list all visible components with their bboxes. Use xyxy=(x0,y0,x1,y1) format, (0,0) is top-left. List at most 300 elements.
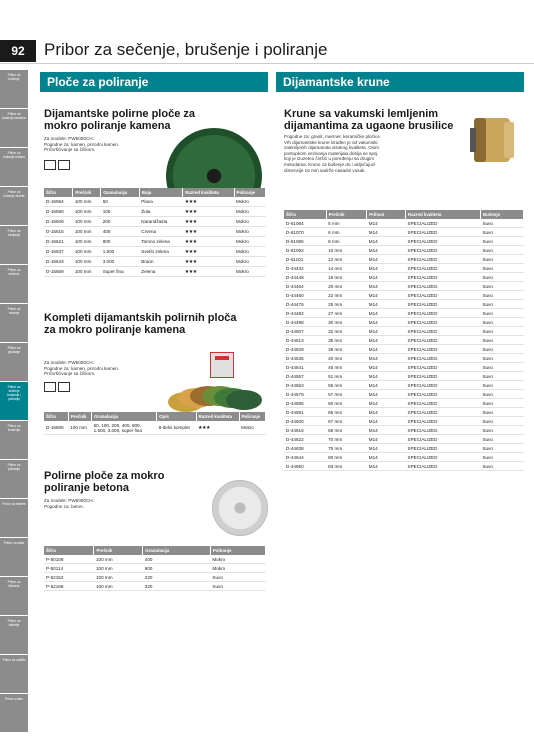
table-cell: 25 mm xyxy=(326,300,367,309)
table-cell: D-61092 xyxy=(284,246,326,255)
sidebar-tab[interactable]: Pribor za čišćenje xyxy=(0,577,28,615)
table-cell: SPECIALIZED xyxy=(406,462,481,471)
table-cell: SPECIALIZED xyxy=(406,255,481,264)
table-cell: P-50114 xyxy=(44,564,94,573)
table-cell: Mokro xyxy=(234,207,265,217)
table-cell: SPECIALIZED xyxy=(406,408,481,417)
section-title-polishing-pads: Ploče za poliranje xyxy=(40,72,268,92)
table-cell: D-44557 xyxy=(284,372,326,381)
table-cell: Suvo xyxy=(480,426,523,435)
table-row xyxy=(284,327,524,336)
table-row xyxy=(284,435,524,444)
table-cell: SPECIALIZED xyxy=(406,300,481,309)
table-cell: 20 mm xyxy=(326,282,367,291)
table-cell: M14 xyxy=(367,372,406,381)
table-cell: SPECIALIZED xyxy=(406,354,481,363)
table-cell: D-44498 xyxy=(284,318,326,327)
product-title-line: Kompleti dijamantskih polirnih ploča xyxy=(44,312,237,324)
pad-set-image xyxy=(168,370,268,416)
table-cell: D-61086 xyxy=(284,237,326,246)
table-cell: SPECIALIZED xyxy=(406,417,481,426)
column-header: Šifra xyxy=(44,412,68,421)
table-cell: D-15643 xyxy=(44,257,73,267)
table-cell: D-44448 xyxy=(284,273,326,282)
table-cell: D-15584 xyxy=(44,197,73,207)
table-cell: Super fina xyxy=(101,267,140,277)
table-cell: D-44454 xyxy=(284,282,326,291)
table-cell: Mokro xyxy=(234,217,265,227)
table-cell: SPECIALIZED xyxy=(406,246,481,255)
description-line: Pričvršćivanje sa čičkom. xyxy=(44,147,96,153)
table-cell: SPECIALIZED xyxy=(406,264,481,273)
column-header: Prečnik xyxy=(326,210,367,219)
table-cell: D-61064 xyxy=(284,219,326,228)
table-row xyxy=(284,255,524,264)
product-title-line: za mokro poliranje kamena xyxy=(44,324,186,336)
column-header: Prečnik xyxy=(68,412,91,421)
table-cell: SPECIALIZED xyxy=(406,318,481,327)
table-cell: 100 mm xyxy=(73,257,101,267)
column-header: Šifra xyxy=(44,546,94,555)
table-cell: D-44563 xyxy=(284,381,326,390)
table-cell: Suvo xyxy=(480,345,523,354)
column-header: Prihvat xyxy=(367,210,406,219)
table-cell: M14 xyxy=(367,273,406,282)
spec-table-stone-pads xyxy=(44,188,266,277)
column-header: Poliranje xyxy=(234,188,265,197)
table-row xyxy=(284,453,524,462)
table-cell: Suvo xyxy=(480,399,523,408)
table-cell: Suvo xyxy=(210,582,265,591)
product-description xyxy=(44,136,119,153)
quality-stars: ★★★ xyxy=(183,227,234,237)
table-cell: 100 mm xyxy=(73,207,101,217)
table-cell: D-44650 xyxy=(284,462,326,471)
table-cell: M14 xyxy=(367,462,406,471)
table-cell: SPECIALIZED xyxy=(406,444,481,453)
table-cell: 10 mm xyxy=(326,246,367,255)
wet-use-icon xyxy=(44,160,56,170)
table-cell: 100 mm xyxy=(73,197,101,207)
table-cell: M14 xyxy=(367,345,406,354)
table-row xyxy=(44,207,266,217)
table-cell: Suvo xyxy=(480,237,523,246)
table-cell: 100 mm xyxy=(73,247,101,257)
table-cell: Mokro xyxy=(210,555,265,564)
table-row xyxy=(284,390,524,399)
product-description xyxy=(44,498,94,509)
description-line: Za modele: PW5000CH. xyxy=(44,360,94,365)
sidebar-tab[interactable]: Pribor za sečenje xyxy=(0,265,28,303)
quality-stars: ★★★ xyxy=(183,197,234,207)
table-cell: M14 xyxy=(367,237,406,246)
table-cell: 80 mm xyxy=(326,453,367,462)
spec-table-diamond-crowns xyxy=(284,210,524,471)
table-cell: Plava xyxy=(139,197,183,207)
table-row xyxy=(44,564,266,573)
table-cell: M14 xyxy=(367,309,406,318)
column-header: Opis xyxy=(157,412,196,421)
table-cell: 12 mm xyxy=(326,255,367,264)
table-cell: SPECIALIZED xyxy=(406,381,481,390)
table-cell: Tamno zelena xyxy=(139,237,183,247)
sidebar-tab[interactable]: Pribor za poliranje xyxy=(0,460,28,498)
table-cell: 70 mm xyxy=(326,435,367,444)
column-header: Poliranje xyxy=(210,546,265,555)
table-cell: SPECIALIZED xyxy=(406,228,481,237)
table-cell: M14 xyxy=(367,390,406,399)
description-line: koji je izuzetno čvršći u poređenju sa drugim xyxy=(284,156,375,162)
table-cell: M14 xyxy=(367,444,406,453)
sidebar-tab[interactable]: Pribor za testere xyxy=(0,499,28,537)
table-cell: 3.000 xyxy=(101,257,140,267)
description-line: Za modele: PW5000CH. xyxy=(44,136,94,141)
table-cell: SPECIALIZED xyxy=(406,327,481,336)
product-title-diamond-crowns xyxy=(284,108,453,132)
table-cell: 5 mm xyxy=(326,219,367,228)
table-cell: SPECIALIZED xyxy=(406,453,481,462)
table-cell: Crvena xyxy=(139,227,183,237)
section-title-diamond-crowns: Dijamantske krune xyxy=(276,72,524,92)
sidebar-tab[interactable]: Pribor za rezanje xyxy=(0,304,28,342)
table-cell: 100 mm xyxy=(94,564,143,573)
table-cell: D-15659 xyxy=(44,267,73,277)
table-cell: SPECIALIZED xyxy=(406,282,481,291)
table-cell: SPECIALIZED xyxy=(406,399,481,408)
table-cell: D-44460 xyxy=(284,291,326,300)
table-cell: 100 mm xyxy=(94,555,143,564)
description-line: Pogodne za: granit, mermer, keramičke pločice. xyxy=(284,134,382,139)
table-cell: 51 mm xyxy=(326,372,367,381)
table-cell: D-44644 xyxy=(284,453,326,462)
table-cell: Mokro xyxy=(234,237,265,247)
table-cell: D-15637 xyxy=(44,247,73,257)
table-row xyxy=(284,246,524,255)
description-line: Za modele: PW5000CH. xyxy=(44,498,94,503)
table-cell: 38 mm xyxy=(326,345,367,354)
sidebar-tab[interactable]: Pribor za sečenje brušenje i poliranje xyxy=(0,382,28,420)
product-title-stone-pads xyxy=(44,108,195,132)
sidebar-tab[interactable]: Pribor za bušenje xyxy=(0,70,28,108)
column-header: Šifra xyxy=(44,188,73,197)
product-description xyxy=(44,360,119,377)
table-cell: 100 mm xyxy=(73,237,101,247)
sidebar-tab[interactable]: Pribor za zaštitu xyxy=(0,655,28,693)
table-cell: SPECIALIZED xyxy=(406,345,481,354)
column-header: Granulacija xyxy=(143,546,211,555)
table-cell: D-15805 xyxy=(44,421,68,435)
table-row xyxy=(44,227,266,237)
table-cell: D-44529 xyxy=(284,345,326,354)
table-cell: 400 xyxy=(101,227,140,237)
sidebar-tab[interactable]: Pribor ostalo xyxy=(0,694,28,732)
table-cell: 35 mm xyxy=(326,336,367,345)
table-cell: Žuta xyxy=(139,207,183,217)
table-row xyxy=(284,462,524,471)
table-cell: Mokro xyxy=(234,257,265,267)
quality-stars: ★★★ xyxy=(183,257,234,267)
quality-stars: ★★★ xyxy=(183,237,234,247)
table-cell: Suvo xyxy=(480,363,523,372)
table-cell: 32 mm xyxy=(326,327,367,336)
table-row xyxy=(284,444,524,453)
product-title-pad-sets xyxy=(44,312,237,336)
pad-disc xyxy=(226,390,262,410)
table-cell: D-44482 xyxy=(284,309,326,318)
category-sidebar xyxy=(0,70,28,730)
description-line: Pogodne za: beton. xyxy=(44,503,84,509)
table-cell: D-44507 xyxy=(284,327,326,336)
table-cell: 100 mm xyxy=(94,573,143,582)
table-cell: Suvo xyxy=(480,282,523,291)
table-row xyxy=(284,363,524,372)
table-cell: D-44638 xyxy=(284,444,326,453)
table-cell: SPECIALIZED xyxy=(406,390,481,399)
table-cell: Suvo xyxy=(480,444,523,453)
table-cell: Suvo xyxy=(480,309,523,318)
table-cell: M14 xyxy=(367,318,406,327)
table-cell: 220 xyxy=(143,573,211,582)
table-cell: D-15621 xyxy=(44,237,73,247)
table-cell: 30 mm xyxy=(326,318,367,327)
table-cell: 8 mm xyxy=(326,237,367,246)
table-header-row xyxy=(284,210,524,219)
table-cell: Suvo xyxy=(480,372,523,381)
table-cell: 100 xyxy=(101,207,140,217)
table-cell: Braon xyxy=(139,257,183,267)
table-cell: D-44622 xyxy=(284,435,326,444)
table-cell: Suvo xyxy=(480,327,523,336)
table-cell: D-61101 xyxy=(284,255,326,264)
table-cell: D-44579 xyxy=(284,390,326,399)
column-header: Prečnik xyxy=(94,546,143,555)
table-row xyxy=(44,582,266,591)
table-cell: D-44535 xyxy=(284,354,326,363)
table-header-row xyxy=(44,546,266,555)
table-cell: Suvo xyxy=(480,300,523,309)
table-row xyxy=(284,309,524,318)
page-number: 92 xyxy=(0,40,36,62)
sidebar-tab[interactable]: Pribor za bušenje metala xyxy=(0,148,28,186)
sidebar-tab[interactable]: Pribor za baterije xyxy=(0,616,28,654)
table-cell: 27 mm xyxy=(326,309,367,318)
table-cell: Suvo xyxy=(210,573,265,582)
table-row xyxy=(44,237,266,247)
table-cell: 68 mm xyxy=(326,426,367,435)
table-cell: Mokro xyxy=(234,247,265,257)
table-row xyxy=(284,228,524,237)
table-cell: 100 mm xyxy=(94,582,143,591)
product-title-line: Dijamantske polirne ploče za xyxy=(44,108,195,120)
column-header: Granulacija xyxy=(92,412,157,421)
table-cell: M14 xyxy=(367,264,406,273)
table-cell: Mokro xyxy=(234,267,265,277)
table-cell: 8-delni komplet xyxy=(157,421,196,435)
table-row xyxy=(284,372,524,381)
table-row xyxy=(284,399,524,408)
table-cell: Suvo xyxy=(480,408,523,417)
table-cell: SPECIALIZED xyxy=(406,336,481,345)
table-cell: M14 xyxy=(367,246,406,255)
table-row xyxy=(284,354,524,363)
table-cell: 1.500 xyxy=(101,247,140,257)
column-header: Boja xyxy=(139,188,183,197)
table-row xyxy=(284,318,524,327)
page-title: Pribor za sečenje, brušenje i poliranje xyxy=(44,40,328,59)
table-cell: Suvo xyxy=(480,228,523,237)
table-header-row xyxy=(44,412,266,421)
table-cell: M14 xyxy=(367,300,406,309)
table-cell: SPECIALIZED xyxy=(406,363,481,372)
sidebar-tab[interactable]: Pribor za glodanje xyxy=(0,343,28,381)
description-line: metodama. Krune za bušenje do i uključujući xyxy=(284,161,376,167)
table-cell: Suvo xyxy=(480,264,523,273)
table-cell: M14 xyxy=(367,291,406,300)
table-cell: M14 xyxy=(367,417,406,426)
table-cell: SPECIALIZED xyxy=(406,426,481,435)
table-cell: 14 mm xyxy=(326,264,367,273)
table-cell: 65 mm xyxy=(326,408,367,417)
table-cell: 320 xyxy=(143,582,211,591)
quality-stars: ★★★ xyxy=(183,267,234,277)
diamond-crown-image xyxy=(468,110,516,170)
quality-stars: ★★★ xyxy=(196,421,239,435)
table-cell: Mokro xyxy=(234,197,265,207)
table-header-row xyxy=(44,188,266,197)
table-cell: D-61070 xyxy=(284,228,326,237)
table-row xyxy=(284,426,524,435)
stone-material-icon xyxy=(58,160,70,170)
table-cell: Suvo xyxy=(480,318,523,327)
table-cell: Suvo xyxy=(480,435,523,444)
table-row xyxy=(44,421,266,435)
table-cell: 83 mm xyxy=(326,462,367,471)
table-cell: 200 xyxy=(101,217,140,227)
table-cell: P-50108 xyxy=(44,555,94,564)
table-cell: M14 xyxy=(367,282,406,291)
table-row xyxy=(284,264,524,273)
column-header: Prečnik xyxy=(73,188,101,197)
product-title-line: Krune sa vakumski lemljenim xyxy=(284,108,439,120)
table-row xyxy=(284,417,524,426)
table-cell: M14 xyxy=(367,453,406,462)
column-header: Razred kvaliteta xyxy=(196,412,239,421)
table-cell: 6 mm xyxy=(326,228,367,237)
table-row xyxy=(284,237,524,246)
table-cell: M14 xyxy=(367,381,406,390)
table-cell: 75 mm xyxy=(326,444,367,453)
description-line: Pogodne za: kamen, prirodni kamen. xyxy=(44,365,120,371)
table-row xyxy=(284,219,524,228)
sidebar-tab[interactable]: Pribor za bušenje kamena xyxy=(0,109,28,147)
table-cell: 600 xyxy=(143,564,211,573)
table-cell: SPECIALIZED xyxy=(406,372,481,381)
table-cell: D-15609 xyxy=(44,217,73,227)
table-row xyxy=(284,282,524,291)
table-cell: 400 xyxy=(143,555,211,564)
table-cell: M14 xyxy=(367,255,406,264)
product-title-line: mokro poliranje kamena xyxy=(44,120,171,132)
table-cell: Svetlo zelena xyxy=(139,247,183,257)
table-cell: Zelena xyxy=(139,267,183,277)
table-cell: 100 mm xyxy=(68,421,91,435)
table-cell: Suvo xyxy=(480,354,523,363)
table-cell: Suvo xyxy=(480,246,523,255)
sidebar-tab[interactable]: Pribor za bušenje drveta xyxy=(0,187,28,225)
column-header: Poliranje xyxy=(239,412,265,421)
table-cell: M14 xyxy=(367,336,406,345)
table-cell: SPECIALIZED xyxy=(406,309,481,318)
table-cell: 45 mm xyxy=(326,363,367,372)
product-title-line: dijamantima za ugaone brusilice xyxy=(284,120,454,132)
table-cell: 100 mm xyxy=(73,217,101,227)
table-row xyxy=(44,217,266,227)
product-title-line: poliranje betona xyxy=(44,482,129,494)
quality-stars: ★★★ xyxy=(183,207,234,217)
description-line: Vrh dijamantske krune izrađen je od vakumski xyxy=(284,139,378,145)
table-cell: 50, 100, 200, 400, 800, 1.500, 3.000, super fina xyxy=(92,421,157,435)
table-cell: M14 xyxy=(367,363,406,372)
table-cell: Suvo xyxy=(480,390,523,399)
table-cell: D-44432 xyxy=(284,264,326,273)
quality-stars: ★★★ xyxy=(183,247,234,257)
table-cell: P-52168 xyxy=(44,582,94,591)
table-cell: Suvo xyxy=(480,273,523,282)
table-cell: Suvo xyxy=(480,336,523,345)
table-cell: 16 mm xyxy=(326,273,367,282)
table-cell: SPECIALIZED xyxy=(406,435,481,444)
table-cell: D-44600 xyxy=(284,417,326,426)
table-row xyxy=(44,555,266,564)
sidebar-tab[interactable]: Pribor za brušenje xyxy=(0,421,28,459)
sidebar-tab[interactable]: Pribor za odvijanje xyxy=(0,226,28,264)
header-divider xyxy=(0,63,534,64)
table-cell: 40 mm xyxy=(326,354,367,363)
table-cell: Suvo xyxy=(480,462,523,471)
table-cell: 67 mm xyxy=(326,417,367,426)
table-cell: 57 mm xyxy=(326,390,367,399)
description-line: Pričvršćivanje sa čičkom. xyxy=(44,371,96,377)
table-cell: P-52152 xyxy=(44,573,94,582)
table-cell: Suvo xyxy=(480,417,523,426)
table-cell: M14 xyxy=(367,228,406,237)
table-cell: D-44616 xyxy=(284,426,326,435)
column-header: Razred kvaliteta xyxy=(406,210,481,219)
table-cell: M14 xyxy=(367,408,406,417)
table-cell: Narandžasta xyxy=(139,217,183,227)
table-cell: SPECIALIZED xyxy=(406,237,481,246)
table-cell: 55 mm xyxy=(326,381,367,390)
sidebar-tab[interactable]: Pribor za alate xyxy=(0,538,28,576)
column-header: Šifra xyxy=(284,210,326,219)
table-cell: M14 xyxy=(367,327,406,336)
table-cell: Suvo xyxy=(480,291,523,300)
table-cell: D-15590 xyxy=(44,207,73,217)
table-cell: 800 xyxy=(101,237,140,247)
table-cell: 60 mm xyxy=(326,399,367,408)
table-cell: 50 xyxy=(101,197,140,207)
table-cell: Mokro xyxy=(210,564,265,573)
table-cell: D-44541 xyxy=(284,363,326,372)
table-row xyxy=(284,408,524,417)
product-description xyxy=(284,134,464,173)
table-cell: Mokro xyxy=(239,421,265,435)
description-line: dimenzije 16 mm sadrže nasadni vosak. xyxy=(284,167,366,173)
table-row xyxy=(284,300,524,309)
table-cell: D-15615 xyxy=(44,227,73,237)
table-cell: Suvo xyxy=(480,255,523,264)
concrete-pad-image xyxy=(212,480,268,536)
